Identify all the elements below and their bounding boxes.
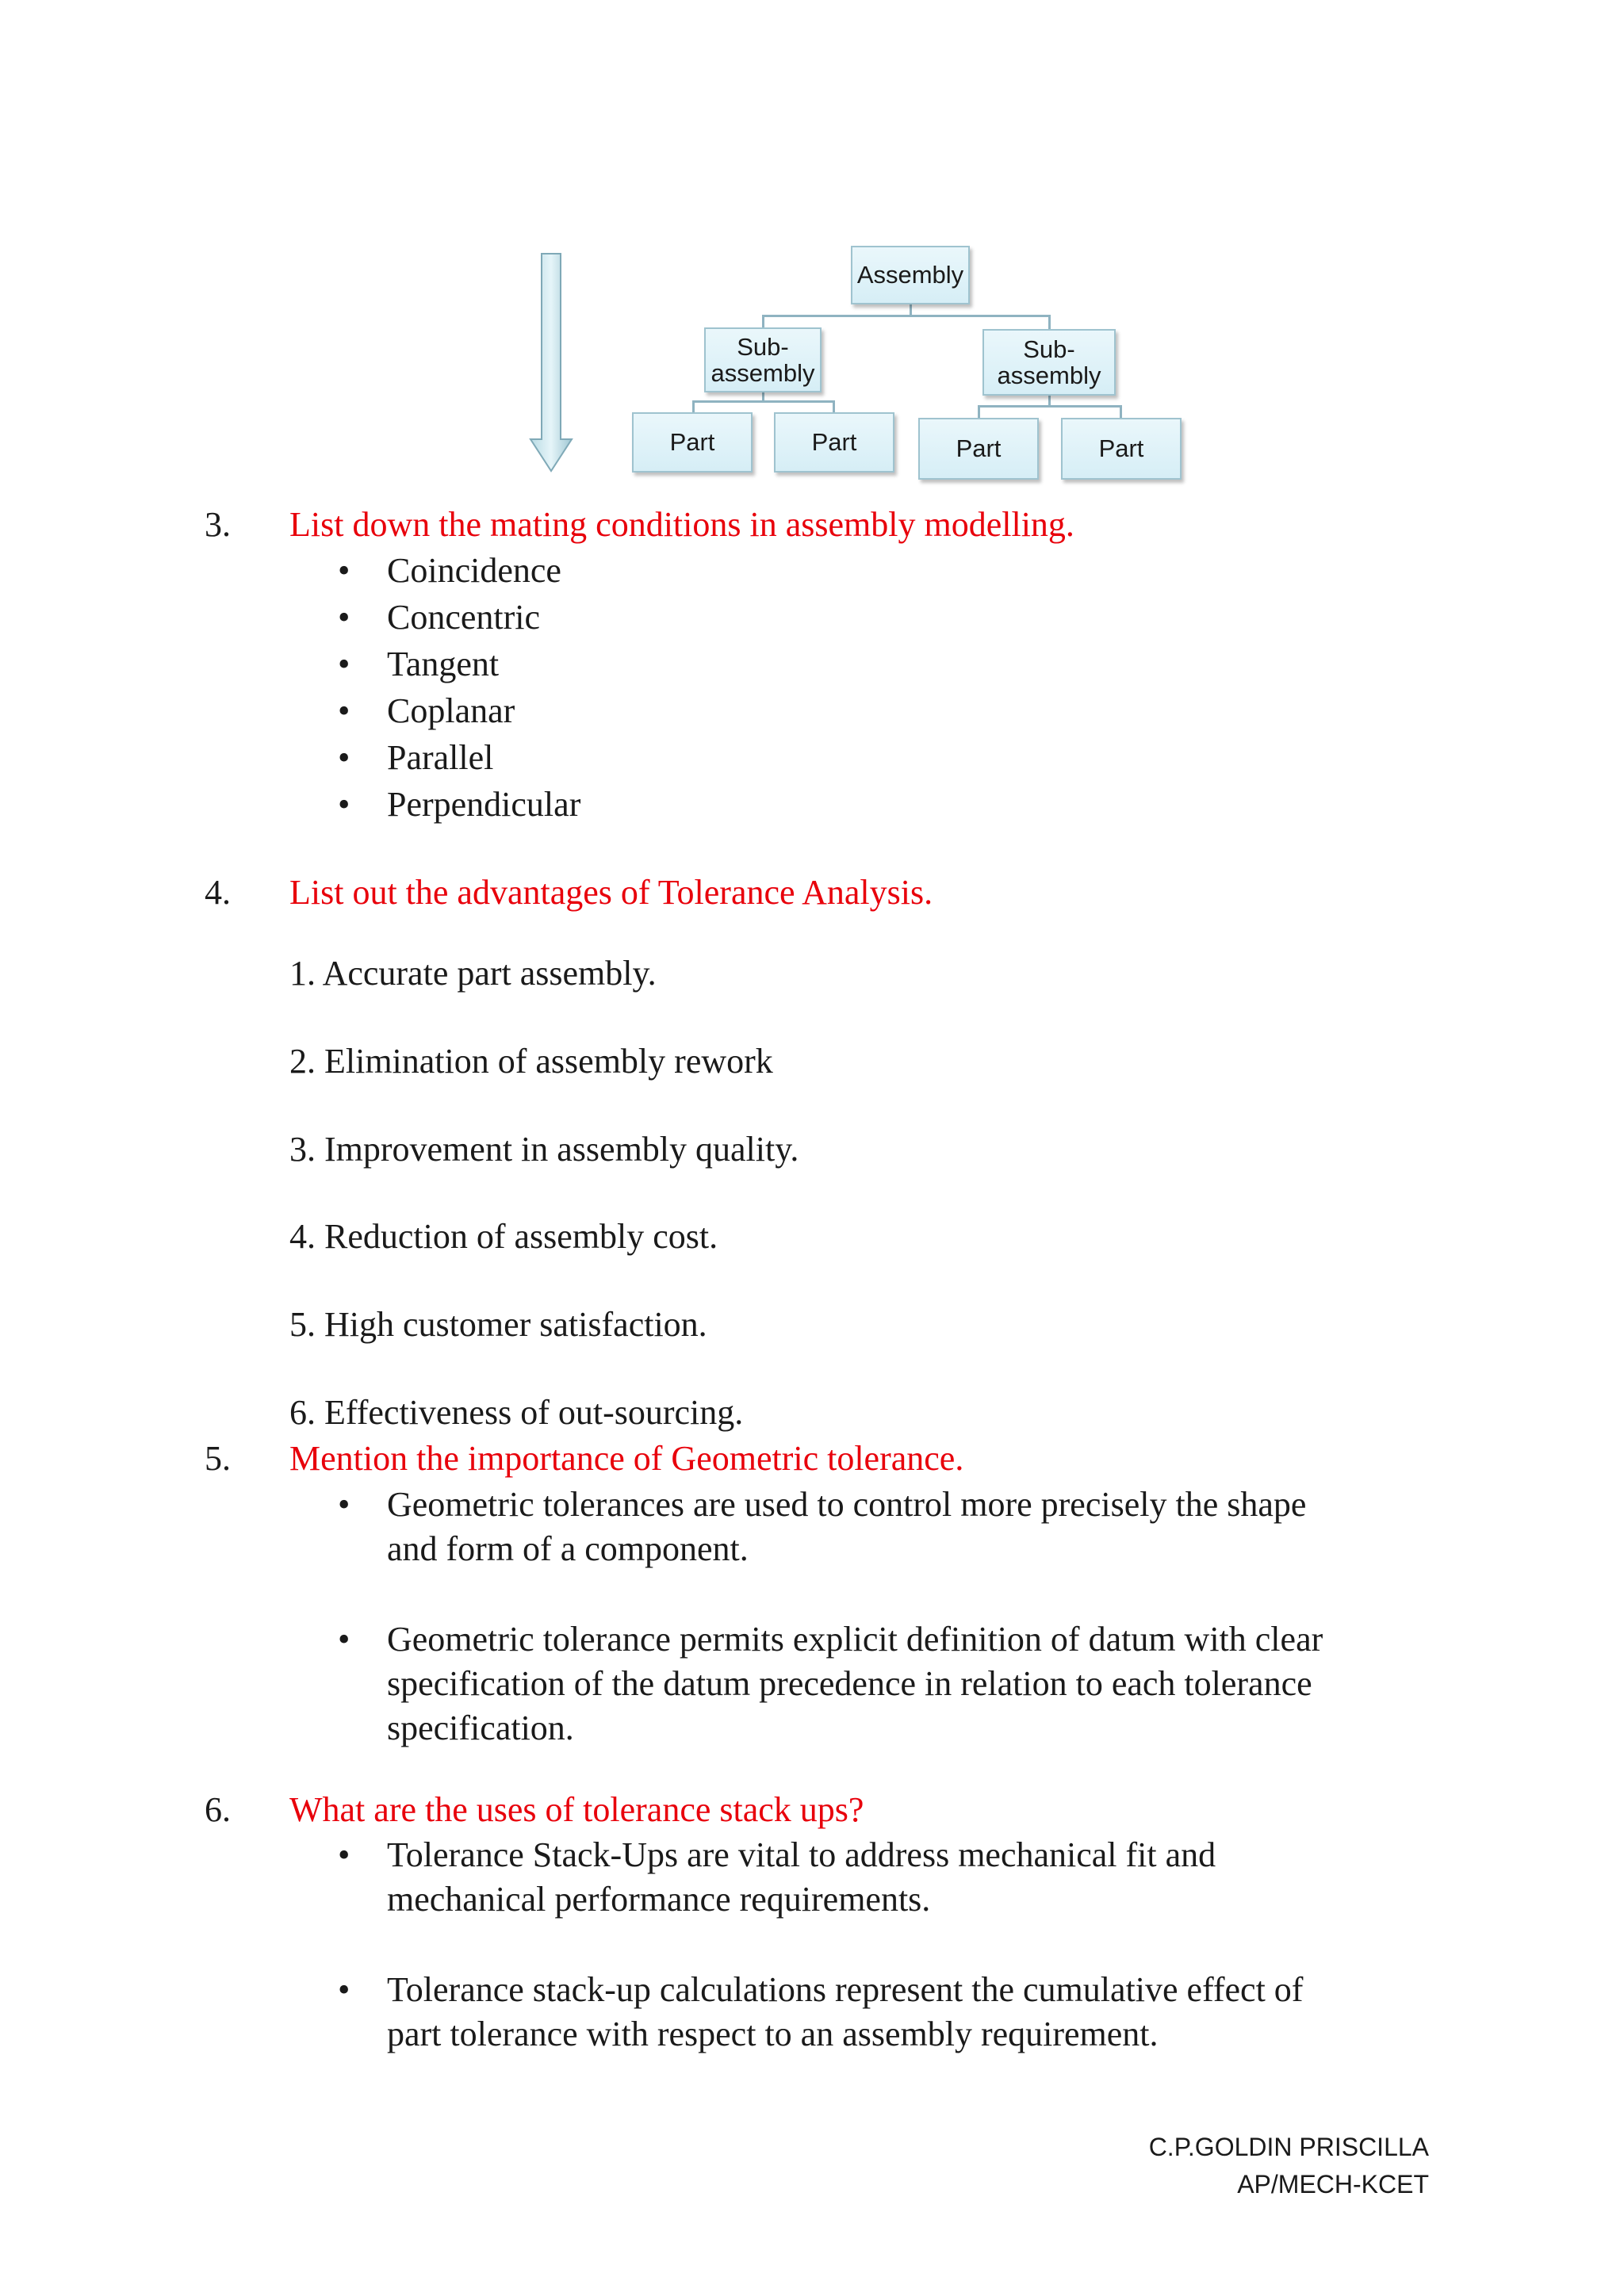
question-heading: List out the advantages of Tolerance Analysis. xyxy=(289,873,933,912)
sub-assembly-node-right: Sub- assembly xyxy=(982,329,1116,396)
list-item: 2. Elimination of assembly rework xyxy=(289,1042,773,1081)
connector-line xyxy=(978,405,980,418)
list-item: 3. Improvement in assembly quality. xyxy=(289,1130,799,1169)
assembly-node: Assembly xyxy=(851,246,970,304)
question-heading: List down the mating conditions in assembly modelling. xyxy=(289,505,1074,544)
list-item: 1. Accurate part assembly. xyxy=(289,954,657,993)
question-number: 5. xyxy=(205,1439,231,1478)
connector-line xyxy=(1048,394,1051,405)
part-node: Part xyxy=(632,412,753,473)
list-item: 6. Effectiveness of out-sourcing. xyxy=(289,1393,744,1432)
author-name: C.P.GOLDIN PRISCILLA xyxy=(1148,2133,1429,2161)
list-item: • Geometric tolerance permits explicit definition of datum with clear specification of the datum precedence in relation to each tolerance specification. xyxy=(387,1617,1323,1751)
list-item: • Geometric tolerances are used to control more precisely the shape and form of a component. xyxy=(387,1483,1306,1571)
down-arrow-icon xyxy=(527,252,575,474)
connector-line xyxy=(762,315,1051,317)
connector-line xyxy=(692,400,835,403)
connector-line xyxy=(833,400,835,413)
list-item: 4. Reduction of assembly cost. xyxy=(289,1217,718,1256)
question-heading: What are the uses of tolerance stack ups? xyxy=(289,1790,864,1829)
list-item: 5. High customer satisfaction. xyxy=(289,1305,707,1344)
connector-line xyxy=(978,405,1122,408)
list-item: • Tolerance Stack-Ups are vital to address mechanical fit and mechanical performance requirements. xyxy=(387,1833,1216,1922)
question-number: 4. xyxy=(205,873,231,912)
question-heading: Mention the importance of Geometric tolerance. xyxy=(289,1439,964,1478)
part-node: Part xyxy=(1061,418,1182,480)
author-department: AP/MECH-KCET xyxy=(1237,2170,1429,2198)
connector-line xyxy=(910,304,912,315)
question-number: 6. xyxy=(205,1790,231,1829)
part-node: Part xyxy=(774,412,894,473)
list-item: • Tolerance stack-up calculations represent the cumulative effect of part tolerance with respect to an assembly requirement. xyxy=(387,1968,1303,2057)
connector-line xyxy=(1120,405,1122,418)
sub-assembly-node-left: Sub- assembly xyxy=(704,327,822,392)
connector-line xyxy=(692,400,695,413)
connector-line xyxy=(1048,315,1051,331)
part-node: Part xyxy=(918,418,1039,480)
question-number: 3. xyxy=(205,505,231,544)
